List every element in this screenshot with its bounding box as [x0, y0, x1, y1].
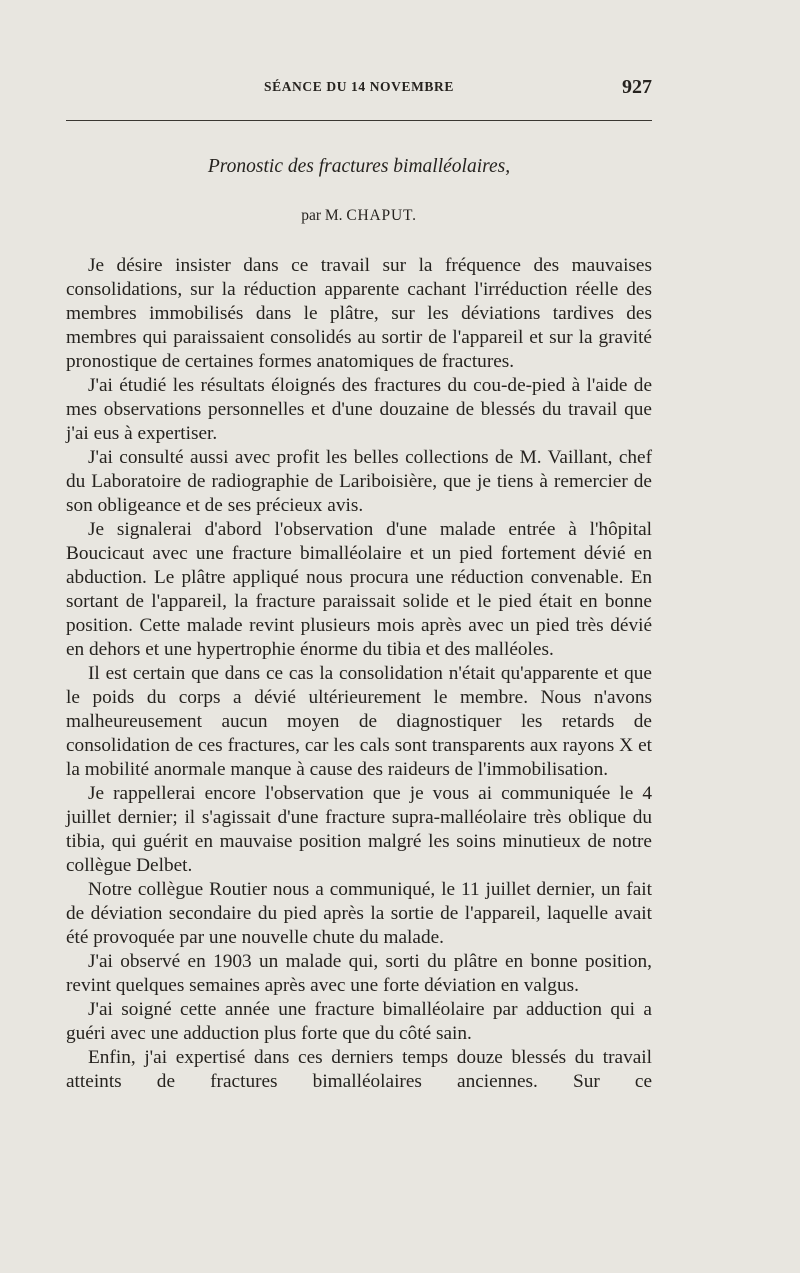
byline — [66, 207, 652, 225]
paragraph: J'ai soigné cette année une fracture bimalléolaire par adduction qui a guéri avec une adduction plus forte que du côté sain. — [66, 999, 652, 1044]
paragraph: J'ai observé en 1903 un malade qui, sorti du plâtre en bonne position, revint quelques semaines après avec une forte déviation en valgus. — [66, 951, 652, 996]
paragraph: Il est certain que dans ce cas la consolidation n'était qu'apparente et que le poids du corps a dévié ultérieurement le membre. Nous n'avons malheureusement aucun moyen de diagnostiquer les retards de consolidation de ces fractures, car les cals sont transparents aux rayons X et la mobilité anormale manque à cause des raideurs de l'immobilisation. — [66, 663, 652, 780]
paragraph: Notre collègue Routier nous a communiqué, le 11 juillet dernier, un fait de déviation secondaire du pied après la sortie de l'appareil, laquelle avait été provoquée par une nouvelle chute du malade. — [66, 879, 652, 948]
author-name: CHAPUT. — [346, 207, 417, 224]
paragraph: Je désire insister dans ce travail sur la fréquence des mauvaises consolidations, sur la réduction apparente cachant l'irréduction réelle des membres immobilisés dans le plâtre, sur les déviations tardives des membres qui paraissaient consolidés au sortir de l'appareil et sur la gravité pronostique de certaines formes anatomiques de fractures. — [66, 255, 652, 372]
byline-prefix: par M. — [301, 207, 343, 224]
article-title: Pronostic des fractures bimalléolaires, — [207, 156, 511, 177]
paragraph: Je signalerai d'abord l'observation d'une malade entrée à l'hôpital Boucicaut avec une fracture bimalléolaire et un pied fortement dévié en abduction. Le plâtre appliqué nous procura une réduction convenable. En sortant de l'appareil, la fracture paraissait solide et le pied était en bonne position. Cette malade revint plusieurs mois après avec un pied très dévié en dehors et une hypertrophie énorme du tibia et des malléoles. — [66, 519, 652, 660]
article-body — [66, 254, 652, 1094]
paragraph: Enfin, j'ai expertisé dans ces derniers temps douze blessés du travail atteints de fractures bimalléolaires anciennes. Sur ce — [66, 1047, 652, 1092]
paragraph: J'ai consulté aussi avec profit les belles collections de M. Vaillant, chef du Laboratoire de radiographie de Lariboisière, que je tiens à remercier de son obligeance et de ses précieux avis. — [66, 447, 652, 516]
paragraph: J'ai étudié les résultats éloignés des fractures du cou-de-pied à l'aide de mes observations personnelles et d'une douzaine de blessés du travail que j'ai eus à expertiser. — [66, 375, 652, 444]
header-rule — [66, 120, 652, 121]
running-title: SÉANCE DU 14 NOVEMBRE — [264, 79, 454, 94]
page-number: 927 — [622, 76, 652, 98]
paragraph: Je rappellerai encore l'observation que je vous ai communiquée le 4 juillet dernier; il s'agissait d'une fracture supra-malléolaire très oblique du tibia, qui guérit en mauvaise position malgré les soins minutieux de notre collègue Delbet. — [66, 783, 652, 876]
running-head — [66, 76, 652, 100]
